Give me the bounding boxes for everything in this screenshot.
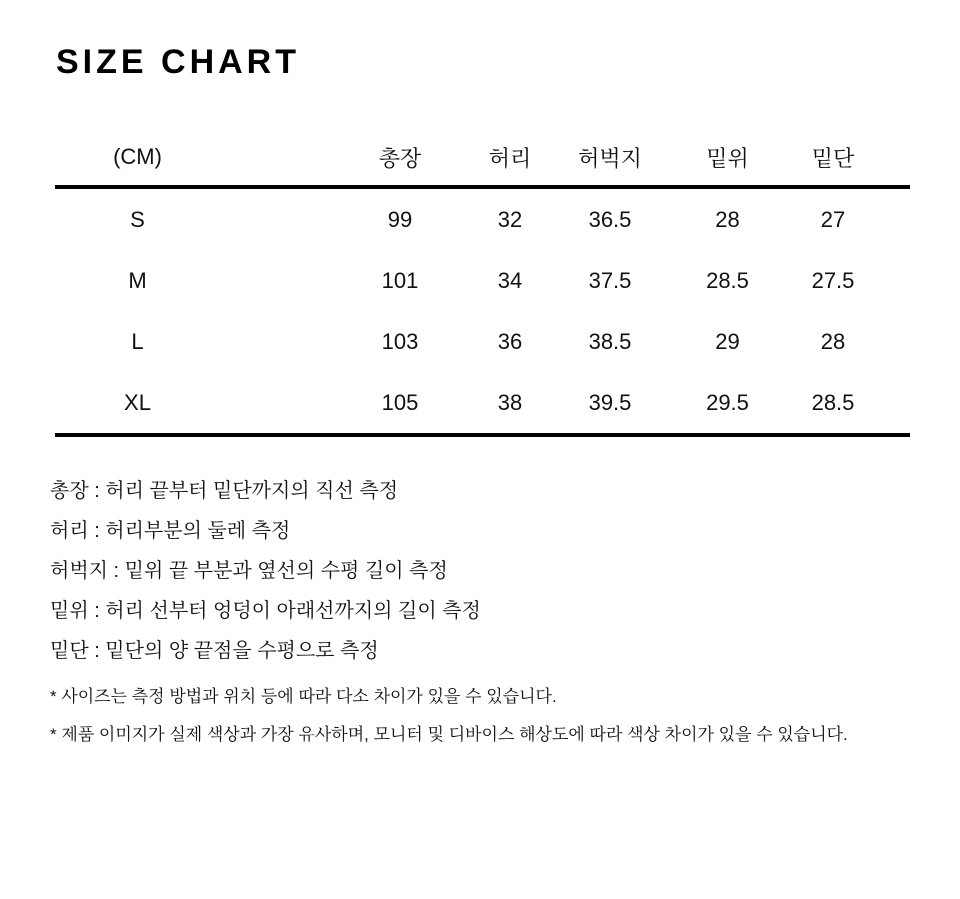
disclaimers xyxy=(50,678,960,754)
value-rise: 29.5 xyxy=(706,389,749,415)
disclaimer-size-variation: * 사이즈는 측정 방법과 위치 등에 따라 다소 차이가 있을 수 있습니다. xyxy=(50,687,557,706)
value-hem: 28 xyxy=(820,328,846,354)
table-row xyxy=(55,311,910,372)
size-label: M xyxy=(128,267,147,293)
size-label: XL xyxy=(124,389,151,415)
value-total-length: 105 xyxy=(381,389,419,415)
value-rise: 28.5 xyxy=(706,267,749,293)
size-label: S xyxy=(130,206,145,232)
value-thigh: 39.5 xyxy=(588,389,632,415)
measurement-notes xyxy=(50,471,960,671)
value-total-length: 99 xyxy=(387,206,413,232)
column-header-hem: 밑단 xyxy=(811,145,855,171)
value-waist: 36 xyxy=(497,328,523,354)
column-header-total-length: 총장 xyxy=(378,145,422,171)
page-title: SIZE CHART xyxy=(56,43,300,81)
note-waist: 허리 : 허리부분의 둘레 측정 xyxy=(50,520,291,542)
column-header-rise: 밑위 xyxy=(706,145,749,171)
size-label: L xyxy=(131,328,144,354)
value-waist: 34 xyxy=(497,267,523,293)
unit-label: (CM) xyxy=(113,144,162,169)
value-rise: 28 xyxy=(715,206,740,232)
column-header-thigh: 허벅지 xyxy=(578,145,642,171)
table-row xyxy=(55,250,910,311)
value-rise: 29 xyxy=(715,328,740,354)
size-table xyxy=(55,129,910,437)
value-hem: 27.5 xyxy=(811,267,855,293)
table-row xyxy=(55,372,910,433)
value-hem: 27 xyxy=(820,206,846,232)
value-waist: 38 xyxy=(497,389,523,415)
disclaimer-color-variation: * 제품 이미지가 실제 색상과 가장 유사하며, 모니터 및 디바이스 해상도에 따라 색상 차이가 있을 수 있습니다. xyxy=(50,725,848,744)
table-row xyxy=(55,189,910,250)
note-thigh: 허벅지 : 밑위 끝 부분과 옆선의 수평 길이 측정 xyxy=(50,560,448,582)
value-waist: 32 xyxy=(497,206,523,232)
note-hem: 밑단 : 밑단의 양 끝점을 수평으로 측정 xyxy=(50,640,379,662)
note-total-length: 총장 : 허리 끝부터 밑단까지의 직선 측정 xyxy=(50,480,399,502)
value-total-length: 101 xyxy=(381,267,419,293)
value-thigh: 38.5 xyxy=(588,328,632,354)
column-header-waist: 허리 xyxy=(488,145,532,171)
value-total-length: 103 xyxy=(381,328,419,354)
table-rule-bottom xyxy=(55,433,910,437)
value-thigh: 36.5 xyxy=(588,206,632,232)
note-rise: 밑위 : 허리 선부터 엉덩이 아래선까지의 길이 측정 xyxy=(50,600,481,622)
table-header-row xyxy=(55,129,910,185)
value-thigh: 37.5 xyxy=(588,267,632,293)
value-hem: 28.5 xyxy=(811,389,855,415)
